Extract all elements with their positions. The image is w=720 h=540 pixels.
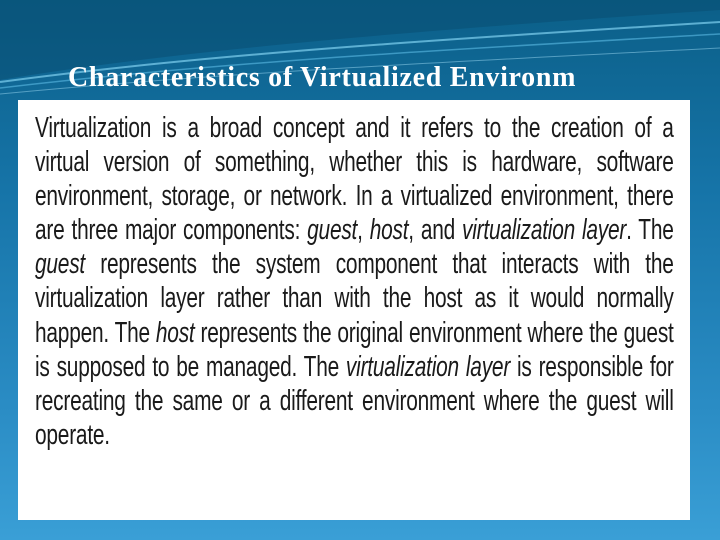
text-line [35, 281, 674, 315]
text-segment: . The [626, 214, 674, 247]
text-segment: represents the original environment where the guest [194, 316, 674, 349]
text-line [35, 111, 674, 145]
text-segment: virtualization layer rather than with the host as it would normally [35, 282, 674, 315]
emphasized-term: virtualization layer [461, 214, 627, 247]
slide-title: Characteristics of Virtualized Environm [68, 62, 577, 93]
text-line [35, 213, 674, 247]
text-segment: environment, storage, or network. In a virtualized environment, there [35, 180, 674, 213]
text-segment: is responsible for [510, 350, 674, 383]
text-segment: , [357, 214, 370, 247]
text-segment: , and [408, 214, 462, 247]
text-segment: recreating the same or a different environment where the guest will [35, 384, 674, 417]
text-line [35, 316, 674, 350]
text-line [35, 418, 674, 452]
emphasized-term: host [155, 316, 195, 349]
text-segment: operate. [35, 418, 110, 451]
emphasized-term: guest [35, 248, 86, 281]
text-line [35, 350, 674, 384]
emphasized-term: host [369, 214, 409, 247]
text-segment: are three major components: [35, 214, 308, 247]
text-line [35, 145, 674, 179]
text-line [35, 179, 674, 213]
text-segment: is supposed to be managed. The [35, 350, 346, 383]
emphasized-term: guest [307, 214, 358, 247]
emphasized-term: virtualization layer [345, 350, 511, 383]
text-segment: virtual version of something, whether this is hardware, software [35, 146, 674, 179]
body-text [35, 111, 674, 452]
text-line [35, 384, 674, 418]
text-segment: happen. The [35, 316, 156, 349]
text-segment: represents the system component that interacts with the [85, 248, 674, 281]
text-panel [18, 100, 690, 520]
text-segment: Virtualization is a broad concept and it refers to the creation of a [35, 112, 674, 144]
text-line [35, 247, 674, 281]
